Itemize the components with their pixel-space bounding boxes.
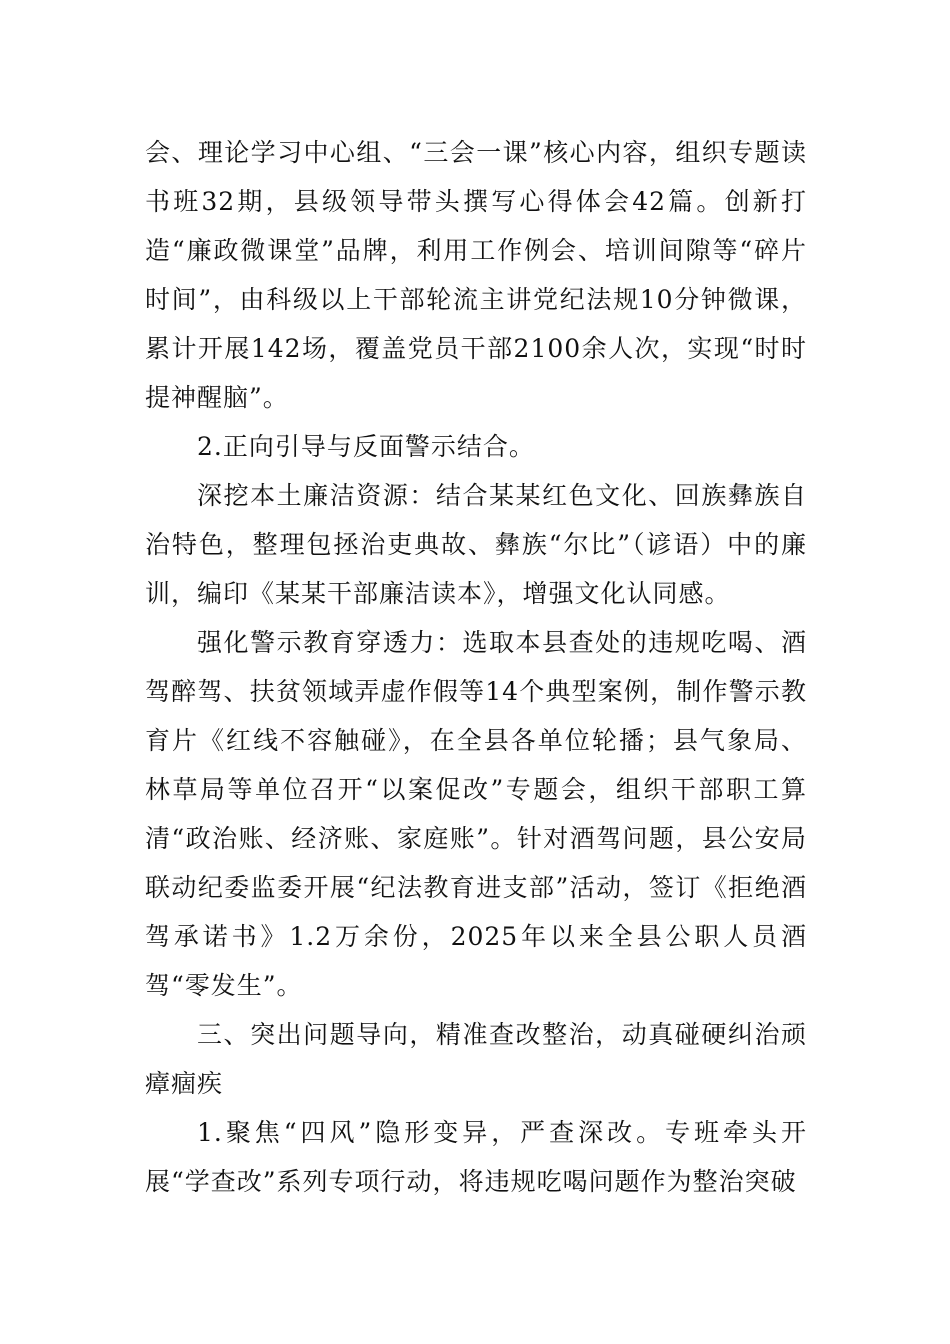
document-body [145,128,807,1206]
section-heading-three: 三、突出问题导向，精准查改整治，动真碰硬纠治顽瘴痼疾 [145,1020,807,1098]
paragraph-warning-education: 强化警示教育穿透力：选取本县查处的违规吃喝、酒驾醉驾、扶贫领域弄虚作假等14个典型案例，制作警示教育片《红线不容触碰》，在全县各单位轮播；县气象局、林草局等单位召开“以案促改”专题会，组织干部职工算清“政治账、经济账、家庭账”。针对酒驾问题，县公安局联动纪委监委开展“纪法教育进支部”活动，签订《拒绝酒驾承诺书》1.2万余份，2025年以来全县公职人员酒驾“零发生”。 [145,628,807,1000]
paragraph-four-winds: 1.聚焦“四风”隐形变异，严查深改。专班牵头开展“学查改”系列专项行动，将违规吃喝问题作为整治突破 [145,1118,807,1196]
paragraph-study-activities: 会、理论学习中心组、“三会一课”核心内容，组织专题读书班32期，县级领导带头撰写心得体会42篇。创新打造“廉政微课堂”品牌，利用工作例会、培训间隙等“碎片时间”，由科级以上干部轮流主讲党纪法规10分钟微课，累计开展142场，覆盖党员干部2100余人次，实现“时时提神醒脑”。 [145,138,807,412]
paragraph-local-integrity-resources: 深挖本土廉洁资源：结合某某红色文化、回族彝族自治特色，整理包拯治吏典故、彝族“尔比”（谚语）中的廉训，编印《某某干部廉洁读本》，增强文化认同感。 [145,481,807,608]
paragraph-heading-guidance-warning: 2.正向引导与反面警示结合。 [197,432,535,461]
